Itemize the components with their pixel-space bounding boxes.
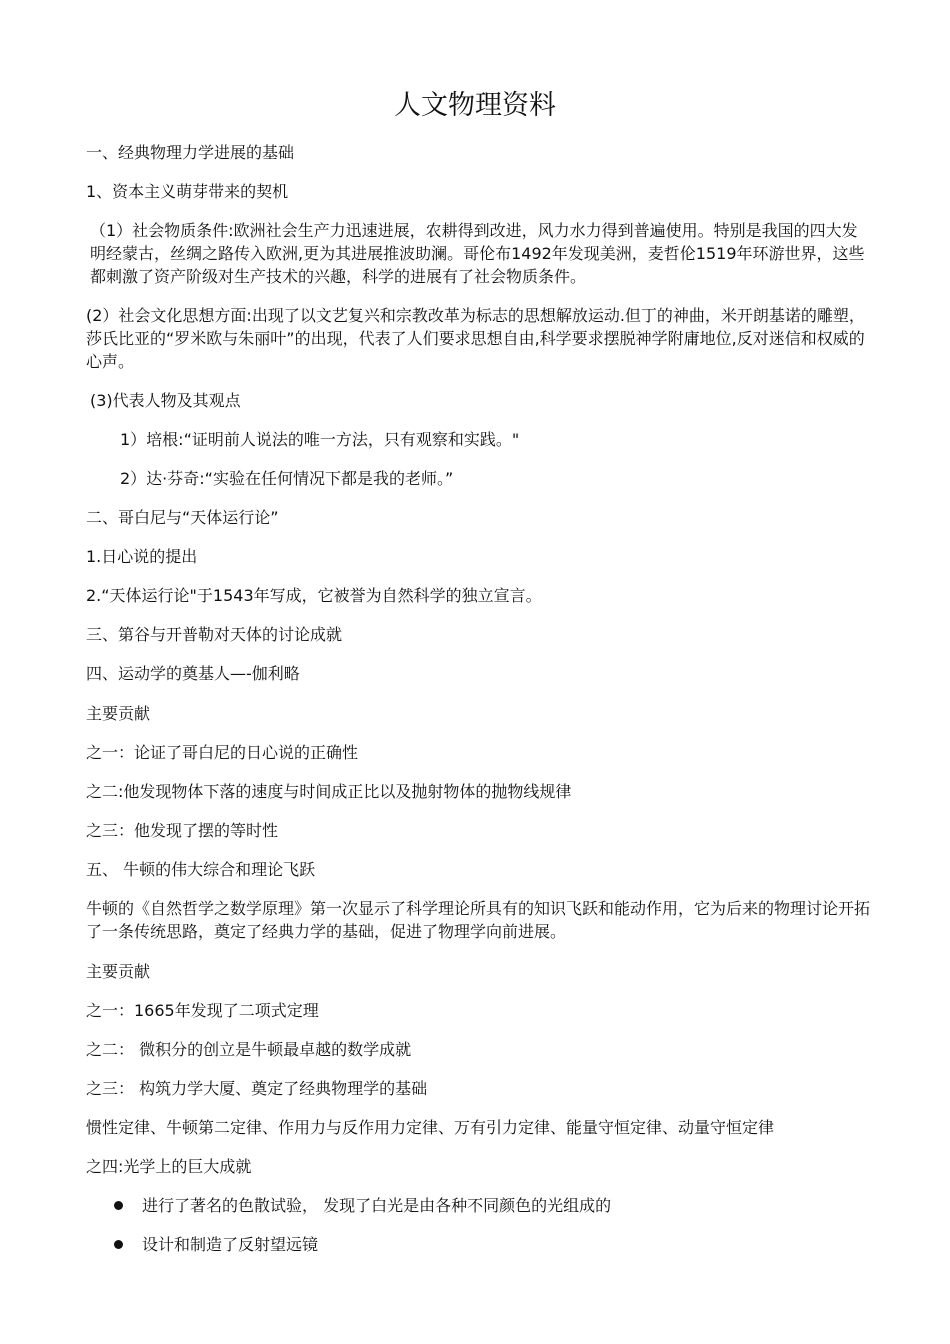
paragraph-material-conditions: （1）社会物质条件:欧洲社会生产力迅速进展，农耕得到改进，风力水力得到普遍使用。特别是我国的四大发明经蒙古，丝绸之路传入欧洲,更为其进展推波助澜。哥伦布1492年发现美洲，麦哲伦1519年环游世界，这些都刺激了资产阶级对生产技术的兴趣，科学的进展有了社会物质条件。 xyxy=(90,221,865,286)
bullet-text: 设计和制造了反射望远镜 xyxy=(142,1235,319,1254)
paragraph-principia: 牛顿的《自然哲学之数学原理》第一次显示了科学理论所具有的知识飞跃和能动作用，它为后来的物理讨论开拓了一条传统思路，奠定了经典力学的基础，促进了物理学向前进展。 xyxy=(86,899,871,941)
subheading-representatives: (3)代表人物及其观点 xyxy=(90,391,241,410)
label-main-contributions-1: 主要贡献 xyxy=(86,704,151,723)
galileo-contribution-2: 之二:他发现物体下落的速度与时间成正比以及抛射物体的抛物线规律 xyxy=(86,782,572,801)
heading-section-4: 四、运动学的奠基人—-伽利略 xyxy=(86,664,300,683)
newton-contribution-1: 之一：1665年发现了二项式定理 xyxy=(86,1001,319,1020)
heading-section-2: 二、哥白尼与“天体运行论” xyxy=(86,508,279,527)
newton-contribution-2: 之二： 微积分的创立是牛顿最卓越的数学成就 xyxy=(86,1040,412,1059)
subheading-2-1: 1.日心说的提出 xyxy=(86,547,198,566)
galileo-contribution-1: 之一：论证了哥白尼的日心说的正确性 xyxy=(86,743,359,762)
document-title: 人文物理资料 xyxy=(394,90,556,121)
quote-da-vinci: 2）达·芬奇:“实验在任何情况下都是我的老师。” xyxy=(120,469,454,488)
paragraph-cultural-thought: (2）社会文化思想方面:出现了以文艺复兴和宗教改革为标志的思想解放运动.但丁的神曲，米开朗基诺的雕塑，莎氏比亚的“罗米欧与朱丽叶”的出现，代表了人们要求思想自由,科学要求摆脱神学附庸地位,反对迷信和权威的心声。 xyxy=(86,306,865,371)
quote-bacon: 1）培根:“证明前人说法的唯一方法，只有观察和实践。" xyxy=(120,430,520,449)
laws-list: 惯性定律、牛顿第二定律、作用力与反作用力定律、万有引力定律、能量守恒定律、动量守恒定律 xyxy=(86,1118,775,1137)
bullet-dot-icon xyxy=(114,1201,123,1210)
newton-contribution-3: 之三： 构筑力学大厦、奠定了经典物理学的基础 xyxy=(86,1079,428,1098)
subheading-1-1: 1、资本主义萌芽带来的契机 xyxy=(86,182,289,201)
label-main-contributions-2: 主要贡献 xyxy=(86,962,151,981)
subheading-2-2: 2.“天体运行论"于1543年写成，它被誉为自然科学的独立宣言。 xyxy=(86,586,542,605)
bullet-dot-icon xyxy=(114,1240,123,1249)
newton-contribution-4: 之四:光学上的巨大成就 xyxy=(86,1157,252,1176)
bullet-text: 进行了著名的色散试验， 发现了白光是由各种不同颜色的光组成的 xyxy=(142,1196,612,1215)
galileo-contribution-3: 之三：他发现了摆的等时性 xyxy=(86,821,279,840)
heading-section-5: 五、 牛顿的伟大综合和理论飞跃 xyxy=(86,860,316,879)
heading-section-3: 三、第谷与开普勒对天体的讨论成就 xyxy=(86,625,343,644)
heading-section-1: 一、经典物理力学进展的基础 xyxy=(86,143,295,162)
